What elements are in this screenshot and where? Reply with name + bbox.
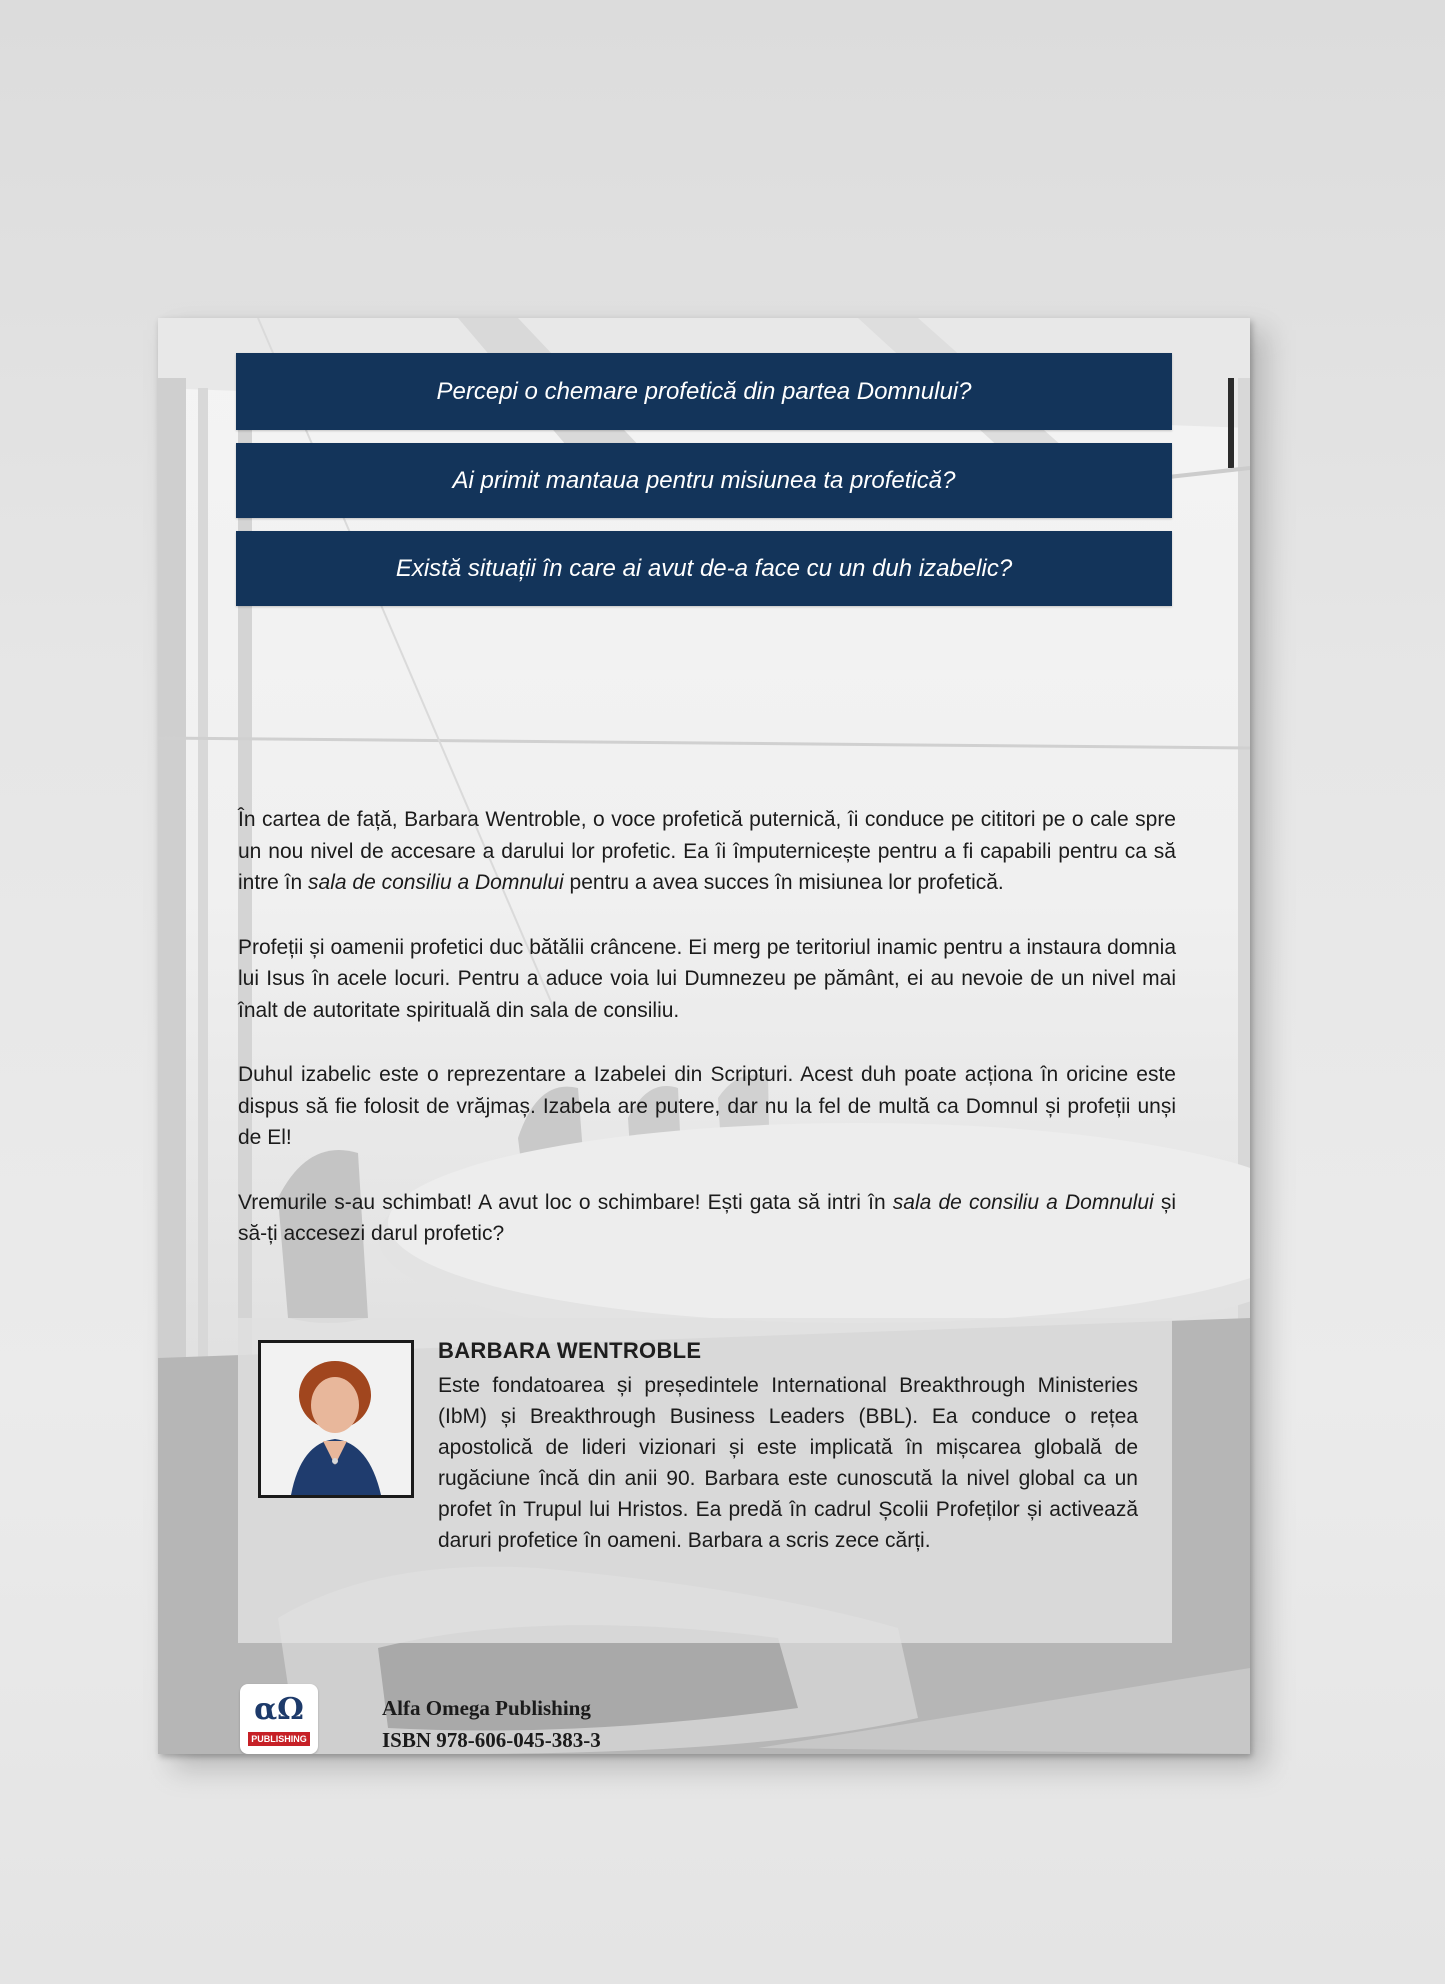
description-paragraph: Duhul izabelic este o reprezentare a Izabelei din Scripturi. Acest duh poate acționa în oricine este dispus să fie folosit de vrăjmaș. Izabela are putere, dar nu la fel de multă ca Domnul și profeții unși de El! xyxy=(238,1063,1176,1149)
question-banner-calling xyxy=(236,353,1172,430)
description-paragraph: În cartea de față, Barbara Wentroble, o voce profetică puternică, îi conduce pe cititori pe o cale spre un nou nivel de accesare a darului lor profetic. Ea îi împuternicește pentru a fi capabili pentru ca să intre în sala de consiliu a Domnului pentru a avea succes în misiunea lor profetică. xyxy=(238,808,1176,894)
question-banner-mantle xyxy=(236,443,1172,518)
book-back-cover xyxy=(158,318,1250,1754)
author-photo xyxy=(258,1340,414,1498)
question-banner-jezebel xyxy=(236,531,1172,606)
question-text: Ai primit mantaua pentru misiunea ta profetică? xyxy=(452,466,956,494)
description-paragraph: Vremurile s-au schimbat! A avut loc o schimbare! Ești gata să intri în sala de consiliu a Domnului și să-ți accesezi darul profetic? xyxy=(238,1190,1177,1245)
question-text: Există situații în care ai avut de-a face cu un duh izabelic? xyxy=(395,554,1013,582)
publisher-logo xyxy=(240,1684,318,1754)
description-paragraph: Profeții și oamenii profetici duc bătălii crâncene. Ei merg pe teritoriul inamic pentru a instaura domnia lui Isus în acele locuri. Pentru a aduce voia lui Dumnezeu pe pământ, ei au nevoie de un nivel mai înalt de autoritate spirituală din sala de consiliu. xyxy=(238,935,1176,1022)
publisher-name: Alfa Omega Publishing xyxy=(382,1696,591,1720)
question-text: Percepi o chemare profetică din partea Domnului? xyxy=(436,377,972,405)
alpha-omega-icon: αΩ xyxy=(254,1692,304,1727)
author-portrait-icon xyxy=(261,1343,411,1495)
author-name: BARBARA WENTROBLE xyxy=(438,1338,702,1363)
book-description xyxy=(238,804,1176,1283)
emphasis-text: sala de consiliu a Domnului xyxy=(892,1190,1154,1214)
logo-label: PUBLISHING xyxy=(248,1732,310,1746)
isbn-number: ISBN 978-606-045-383-3 xyxy=(382,1728,601,1752)
emphasis-text: sala de consiliu a Domnului xyxy=(308,871,564,894)
author-bio: Este fondatoarea și președintele International Breakthrough Ministeries (IbM) și Breakthrough Business Leaders (BBL). Ea conduce o rețea apostolică de lideri vizionari și este implicată în mișcarea globală de rugăciune încă din anii 90. Barbara este cunoscută la nivel global ca un profet în Trupul lui Hristos. Ea predă în cadrul Școlii Profeților și activează daruri profetice în oameni. Barbara a scris zece cărți. xyxy=(438,1374,1138,1552)
